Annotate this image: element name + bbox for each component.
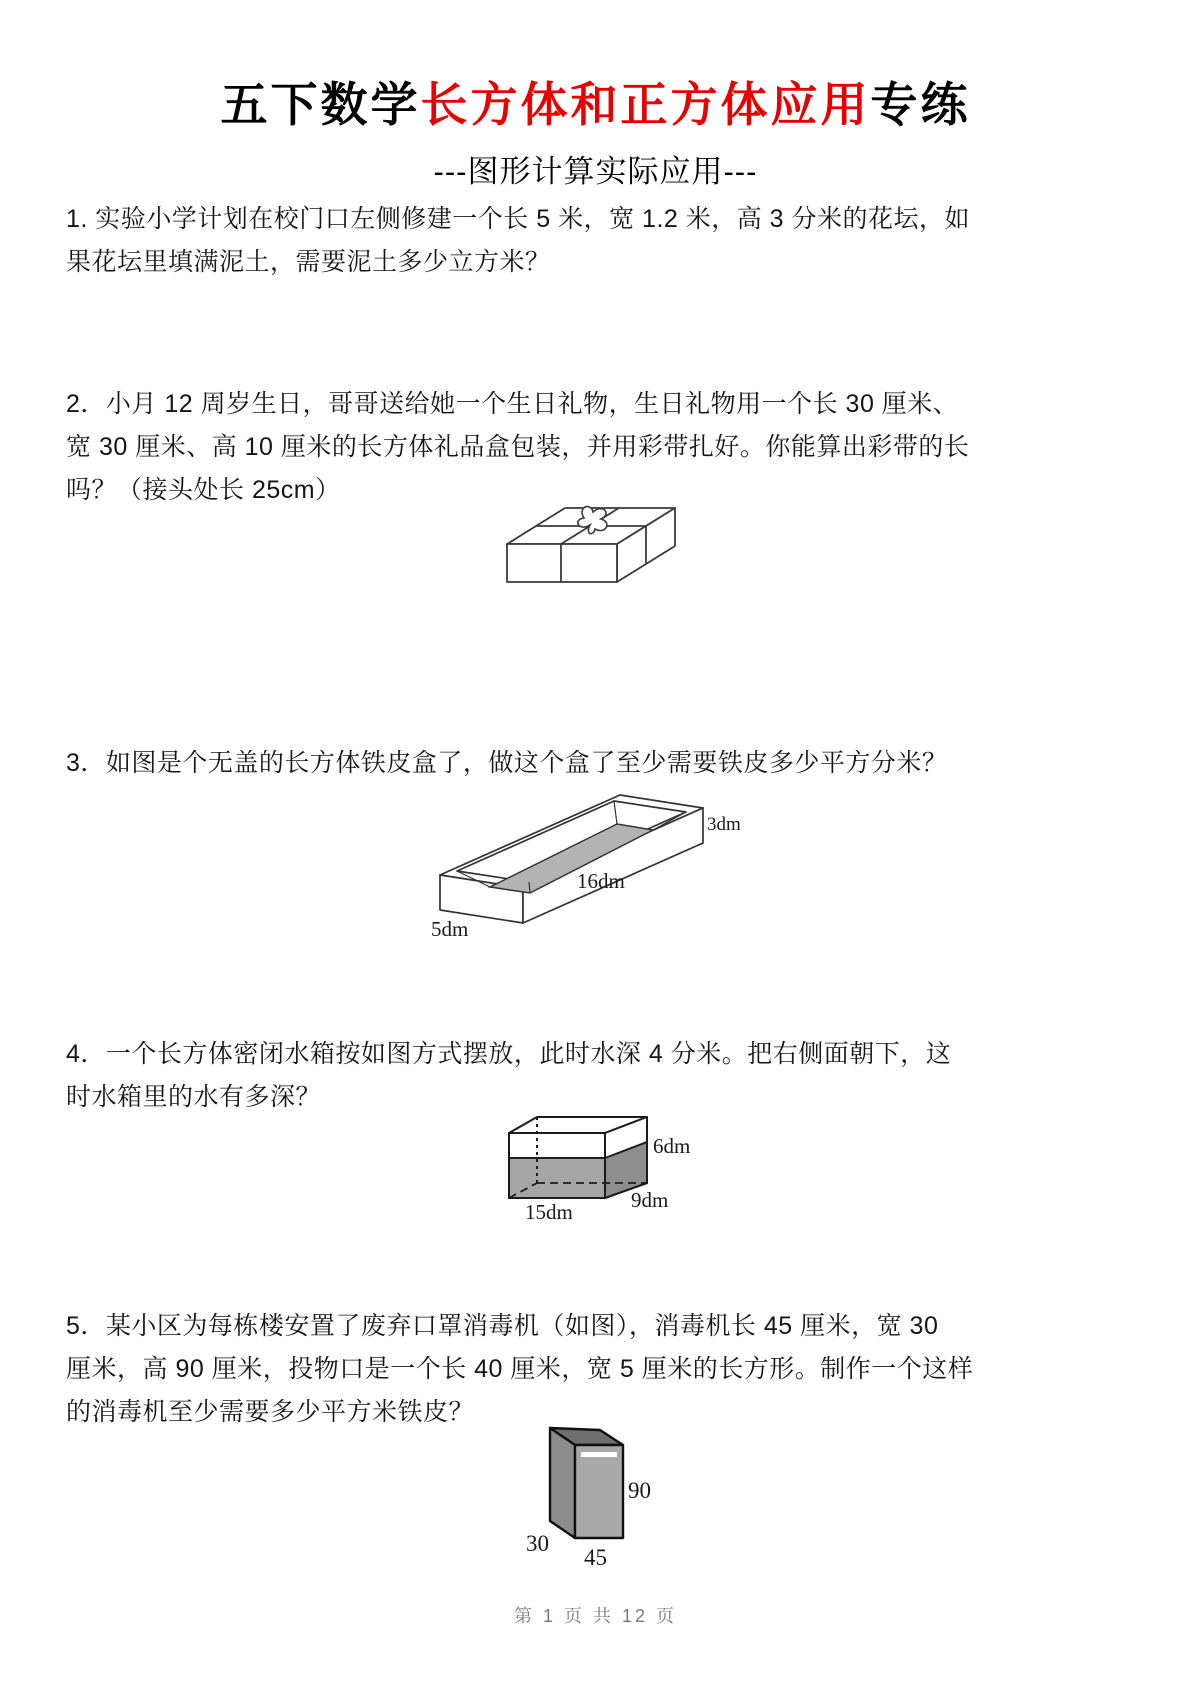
problem-3-line-1: 3．如图是个无盖的长方体铁皮盒了，做这个盒了至少需要铁皮多少平方分米？ xyxy=(66,749,948,777)
machine-slot xyxy=(581,1452,617,1457)
problem-5-line-3: 的消毒机至少需要多少平方米铁皮？ xyxy=(66,1398,475,1426)
open-box-height-label: 3dm xyxy=(707,814,741,835)
open-box-length-label: 16dm xyxy=(577,869,625,893)
problem-1-line-1: 1. 实验小学计划在校门口左侧修建一个长 5 米，宽 1.2 米，高 3 分米的花坛，如 xyxy=(66,205,971,233)
problem-2-line-3: 吗？（接头处长 25cm） xyxy=(66,476,341,504)
page-subtitle: ---图形计算实际应用--- xyxy=(433,154,758,189)
water-tank-figure xyxy=(455,1103,705,1238)
open-box-drawing xyxy=(405,778,753,953)
problem-1 xyxy=(66,198,1138,284)
title-prefix: 五下数学 xyxy=(220,78,421,131)
problem-5-line-2: 厘米，高 90 厘米，投物口是一个长 40 厘米，宽 5 厘米的长方形。制作一个这样 xyxy=(66,1355,974,1383)
water-tank-length-label: 15dm xyxy=(525,1200,573,1224)
machine-left-face xyxy=(550,1428,575,1538)
disinfection-machine-drawing xyxy=(488,1415,673,1575)
problem-5-line-1: 5．某小区为每栋楼安置了废弃口罩消毒机（如图），消毒机长 45 厘米，宽 30 xyxy=(66,1312,939,1340)
problem-4-line-1: 4．一个长方体密闭水箱按如图方式摆放，此时水深 4 分米。把右侧面朝下，这 xyxy=(66,1040,952,1068)
disinfection-machine-figure xyxy=(488,1415,673,1575)
water-tank-drawing xyxy=(455,1103,705,1238)
water-front-fill xyxy=(509,1158,605,1198)
water-tank-depth-label: 9dm xyxy=(631,1188,669,1212)
open-box-width-label: 5dm xyxy=(431,917,469,941)
title-highlight: 长方体和正方体应用 xyxy=(420,78,871,131)
gift-box-front-face xyxy=(507,544,617,582)
page-number: 第 1 页 共 12 页 xyxy=(513,1606,678,1626)
problem-4-line-2: 时水箱里的水有多深？ xyxy=(66,1083,322,1111)
machine-front-face xyxy=(575,1445,623,1538)
title-suffix: 专练 xyxy=(870,78,971,131)
problem-1-line-2: 果花坛里填满泥土，需要泥土多少立方米？ xyxy=(66,248,551,276)
machine-height-label: 90 xyxy=(628,1478,651,1503)
water-tank-height-label: 6dm xyxy=(653,1134,691,1158)
problem-2-line-2: 宽 30 厘米、高 10 厘米的长方体礼品盒包装，并用彩带扎好。你能算出彩带的长 xyxy=(66,433,970,461)
machine-length-label: 45 xyxy=(584,1545,607,1570)
gift-box-figure xyxy=(475,492,687,588)
page-title xyxy=(0,68,1191,135)
problem-2-line-1: 2．小月 12 周岁生日，哥哥送给她一个生日礼物，生日礼物用一个长 30 厘米、 xyxy=(66,390,959,418)
gift-box-drawing xyxy=(475,492,687,588)
page-footer xyxy=(0,1602,1191,1628)
open-box-figure xyxy=(405,778,753,953)
machine-depth-label: 30 xyxy=(526,1531,549,1556)
